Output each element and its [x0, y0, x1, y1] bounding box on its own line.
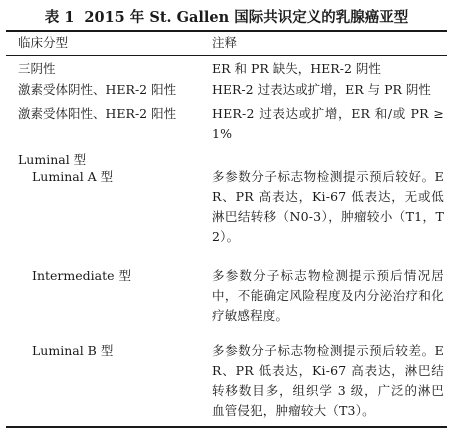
row-note-triple-negative: ER 和 PR 缺失，HER-2 阴性: [212, 61, 381, 76]
row-subtype-luminal-a: Luminal A 型: [32, 169, 114, 184]
row-subtype-hr-pos-her2-pos: 激素受体阳性、HER-2 阳性: [18, 106, 177, 121]
row-subtype-intermediate: Intermediate 型: [32, 268, 131, 283]
row-note-hr-pos-her2-pos: HER-2 过表达或扩增，ER 和/或 PR ≥1%: [212, 106, 444, 141]
header-subtype: 临床分型: [18, 35, 69, 50]
row-note-hr-neg-her2-pos: HER-2 过表达或扩增，ER 与 PR 阴性: [212, 82, 431, 97]
table-top-rule: [6, 30, 447, 32]
header-note: 注释: [212, 35, 238, 50]
table-bottom-rule: [6, 426, 447, 428]
table-caption: [0, 6, 453, 27]
row-subtype-luminal: Luminal 型: [18, 152, 87, 167]
row-subtype-luminal-b: Luminal B 型: [32, 343, 114, 358]
table-header-rule: [6, 55, 447, 56]
row-note-intermediate: 多参数分子标志物检测提示预后情况居中，不能确定风险程度及内分泌治疗和化疗敏感程度。: [212, 268, 444, 323]
row-subtype-triple-negative: 三阴性: [18, 61, 56, 76]
table-title: 2015 年 St. Gallen 国际共识定义的乳腺癌亚型: [84, 9, 409, 26]
row-note-luminal-a: 多参数分子标志物检测提示预后较好。ER、PR 高表达，Ki-67 低表达，无或低淋巴结转移（N0-3），肿瘤较小（T1，T2）。: [212, 169, 444, 244]
row-subtype-hr-neg-her2-pos: 激素受体阴性、HER-2 阳性: [18, 82, 177, 97]
row-note-luminal-b: 多参数分子标志物检测提示预后较差。ER、PR 低表达，Ki-67 高表达，淋巴结转移数目多，组织学 3 级，广泛的淋巴血管侵犯，肿瘤较大（T3）。: [212, 343, 444, 418]
table-label: 表 1: [44, 9, 75, 26]
